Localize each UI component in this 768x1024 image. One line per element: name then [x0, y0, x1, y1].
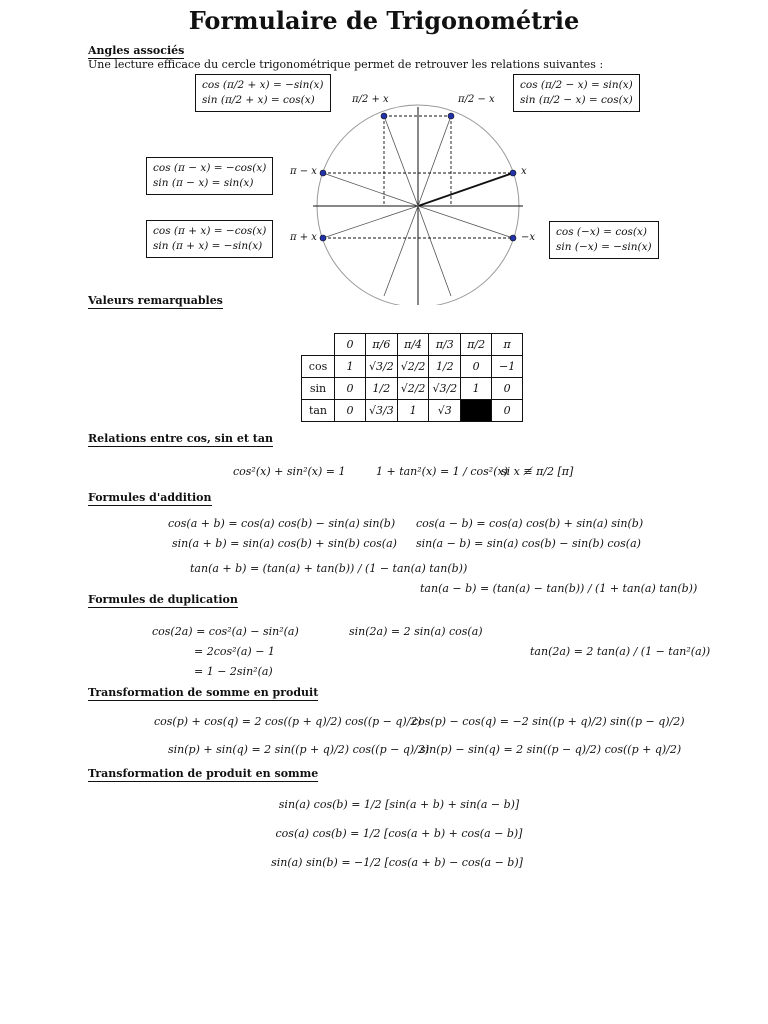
- formula-tan-identity: 1 + tan²(x) = 1 / cos²(x): [376, 465, 508, 478]
- box-pi-plus: [146, 220, 273, 258]
- table-row: [302, 400, 523, 422]
- formula-sin-pi2-minus: sin (π/2 − x) = cos(x): [520, 94, 633, 106]
- formula-cos-pi2-minus: cos (π/2 − x) = sin(x): [520, 79, 633, 91]
- formula-cos-double-2: = 2cos²(a) − 1: [194, 645, 275, 658]
- table-header: π/3: [429, 334, 461, 356]
- row-label: sin: [302, 378, 335, 400]
- table-corner: [302, 334, 335, 356]
- table-row: [302, 378, 523, 400]
- section-duplication: Formules de duplication: [88, 593, 238, 606]
- box-pi2-minus: [513, 74, 640, 112]
- section-sum-to-product: Transformation de somme en produit: [88, 686, 319, 699]
- table-cell: 1: [397, 400, 429, 422]
- formula-cos-pi-plus: cos (π + x) = −cos(x): [153, 225, 267, 237]
- label-x: x: [521, 166, 527, 177]
- formula-condition: si x ≢ π/2 [π]: [501, 465, 574, 478]
- table-cell: √2/2: [397, 356, 429, 378]
- radius-pi-minus: [323, 173, 418, 206]
- formula-tan-diff: tan(a − b) = (tan(a) − tan(b)) / (1 + tan(a) tan(b)): [420, 582, 698, 595]
- intro-text: Une lecture efficace du cercle trigonométrique permet de retrouver les relations suivantes :: [88, 58, 604, 71]
- section-product-to-sum: Transformation de produit en somme: [88, 767, 319, 780]
- label-pi-plus: π + x: [290, 232, 317, 243]
- point-pi-plus: [320, 235, 326, 241]
- table-cell: 1/2: [429, 356, 461, 378]
- trig-circle-diagram: [280, 85, 560, 305]
- radius-pi2-minus: [418, 116, 451, 206]
- formula-cos-sum-to-product: cos(p) + cos(q) = 2 cos((p + q)/2) cos((p − q)/2): [154, 715, 422, 728]
- table-cell: 1/2: [366, 378, 398, 400]
- point-pi2-plus: [381, 113, 387, 119]
- label-pi-minus: π − x: [290, 166, 317, 177]
- table-cell: 0: [461, 356, 492, 378]
- point-pi-minus: [320, 170, 326, 176]
- formula-sin-diff-to-product: sin(p) − sin(q) = 2 sin((p − q)/2) cos((p + q)/2): [420, 743, 682, 756]
- box-pi-minus: [146, 157, 273, 195]
- label-neg: −x: [521, 232, 536, 243]
- formula-pythagorean: cos²(x) + sin²(x) = 1: [233, 465, 346, 478]
- formula-tan-double: tan(2a) = 2 tan(a) / (1 − tan²(a)): [530, 645, 711, 658]
- table-cell: 1: [335, 356, 366, 378]
- label-pi2-minus: π/2 − x: [458, 94, 495, 105]
- table-cell: √3/2: [429, 378, 461, 400]
- box-pi2-plus: [195, 74, 331, 112]
- table-header: π: [492, 334, 523, 356]
- table-cell: 1: [461, 378, 492, 400]
- point-neg: [510, 235, 516, 241]
- formula-sin-pi-minus: sin (π − x) = sin(x): [153, 177, 254, 189]
- table-cell: √3/3: [366, 400, 398, 422]
- point-pi2-minus: [448, 113, 454, 119]
- point-x: [510, 170, 516, 176]
- table-cell: √3/2: [366, 356, 398, 378]
- table-cell-undefined: [461, 400, 492, 422]
- formula-cos-double-3: = 1 − 2sin²(a): [194, 665, 273, 678]
- table-header: 0: [335, 334, 366, 356]
- formula-cos-diff: cos(a − b) = cos(a) cos(b) + sin(a) sin(b): [416, 517, 644, 530]
- formula-sin-neg: sin (−x) = −sin(x): [556, 241, 652, 253]
- formula-sin-sin-product: sin(a) sin(b) = −1/2 [cos(a + b) − cos(a − b)]: [271, 856, 523, 869]
- formula-cos-neg: cos (−x) = cos(x): [556, 226, 648, 238]
- radius-x: [418, 173, 513, 206]
- formula-cos-pi2-plus: cos (π/2 + x) = −sin(x): [202, 79, 324, 91]
- formula-cos-double-1: cos(2a) = cos²(a) − sin²(a): [152, 625, 299, 638]
- row-label: tan: [302, 400, 335, 422]
- formula-sin-pi-plus: sin (π + x) = −sin(x): [153, 240, 263, 252]
- formula-tan-sum: tan(a + b) = (tan(a) + tan(b)) / (1 − tan(a) tan(b)): [190, 562, 468, 575]
- table-row: [302, 356, 523, 378]
- table-cell: √2/2: [397, 378, 429, 400]
- section-angles: Angles associés: [88, 44, 185, 57]
- table-cell: √3: [429, 400, 461, 422]
- formula-sin-cos-product: sin(a) cos(b) = 1/2 [sin(a + b) + sin(a − b)]: [278, 798, 520, 811]
- formula-sin-sum-to-product: sin(p) + sin(q) = 2 sin((p + q)/2) cos((p − q)/2): [168, 743, 430, 756]
- label-pi2-plus: π/2 + x: [352, 94, 389, 105]
- table-cell: 0: [335, 378, 366, 400]
- formula-cos-pi-minus: cos (π − x) = −cos(x): [153, 162, 267, 174]
- table-header: π/6: [366, 334, 398, 356]
- table-header: π/4: [397, 334, 429, 356]
- formula-cos-diff-to-product: cos(p) − cos(q) = −2 sin((p + q)/2) sin((p − q)/2): [412, 715, 685, 728]
- formula-sin-pi2-plus: sin (π/2 + x) = cos(x): [202, 94, 315, 106]
- table-header: π/2: [461, 334, 492, 356]
- section-addition: Formules d'addition: [88, 491, 212, 504]
- radius-pi2-plus: [384, 116, 418, 206]
- formula-cos-sum: cos(a + b) = cos(a) cos(b) − sin(a) sin(b): [168, 517, 396, 530]
- table-cell: 0: [492, 378, 523, 400]
- section-relations: Relations entre cos, sin et tan: [88, 432, 273, 445]
- formula-cos-cos-product: cos(a) cos(b) = 1/2 [cos(a + b) + cos(a − b)]: [275, 827, 523, 840]
- radius-pi-plus: [323, 206, 418, 238]
- radius-extra-1: [418, 206, 451, 296]
- values-table: [301, 333, 523, 422]
- formula-sin-double: sin(2a) = 2 sin(a) cos(a): [349, 625, 483, 638]
- table-header-row: [302, 334, 523, 356]
- section-values: Valeurs remarquables: [88, 294, 223, 307]
- box-neg: [549, 221, 659, 259]
- table-cell: −1: [492, 356, 523, 378]
- formula-sin-diff: sin(a − b) = sin(a) cos(b) − sin(b) cos(a): [416, 537, 641, 550]
- table-cell: 0: [492, 400, 523, 422]
- table-cell: 0: [335, 400, 366, 422]
- page-title: Formulaire de Trigonométrie: [188, 6, 580, 35]
- row-label: cos: [302, 356, 335, 378]
- radius-neg: [418, 206, 513, 238]
- formula-sin-sum: sin(a + b) = sin(a) cos(b) + sin(b) cos(a): [172, 537, 397, 550]
- radius-extra-2: [384, 206, 418, 296]
